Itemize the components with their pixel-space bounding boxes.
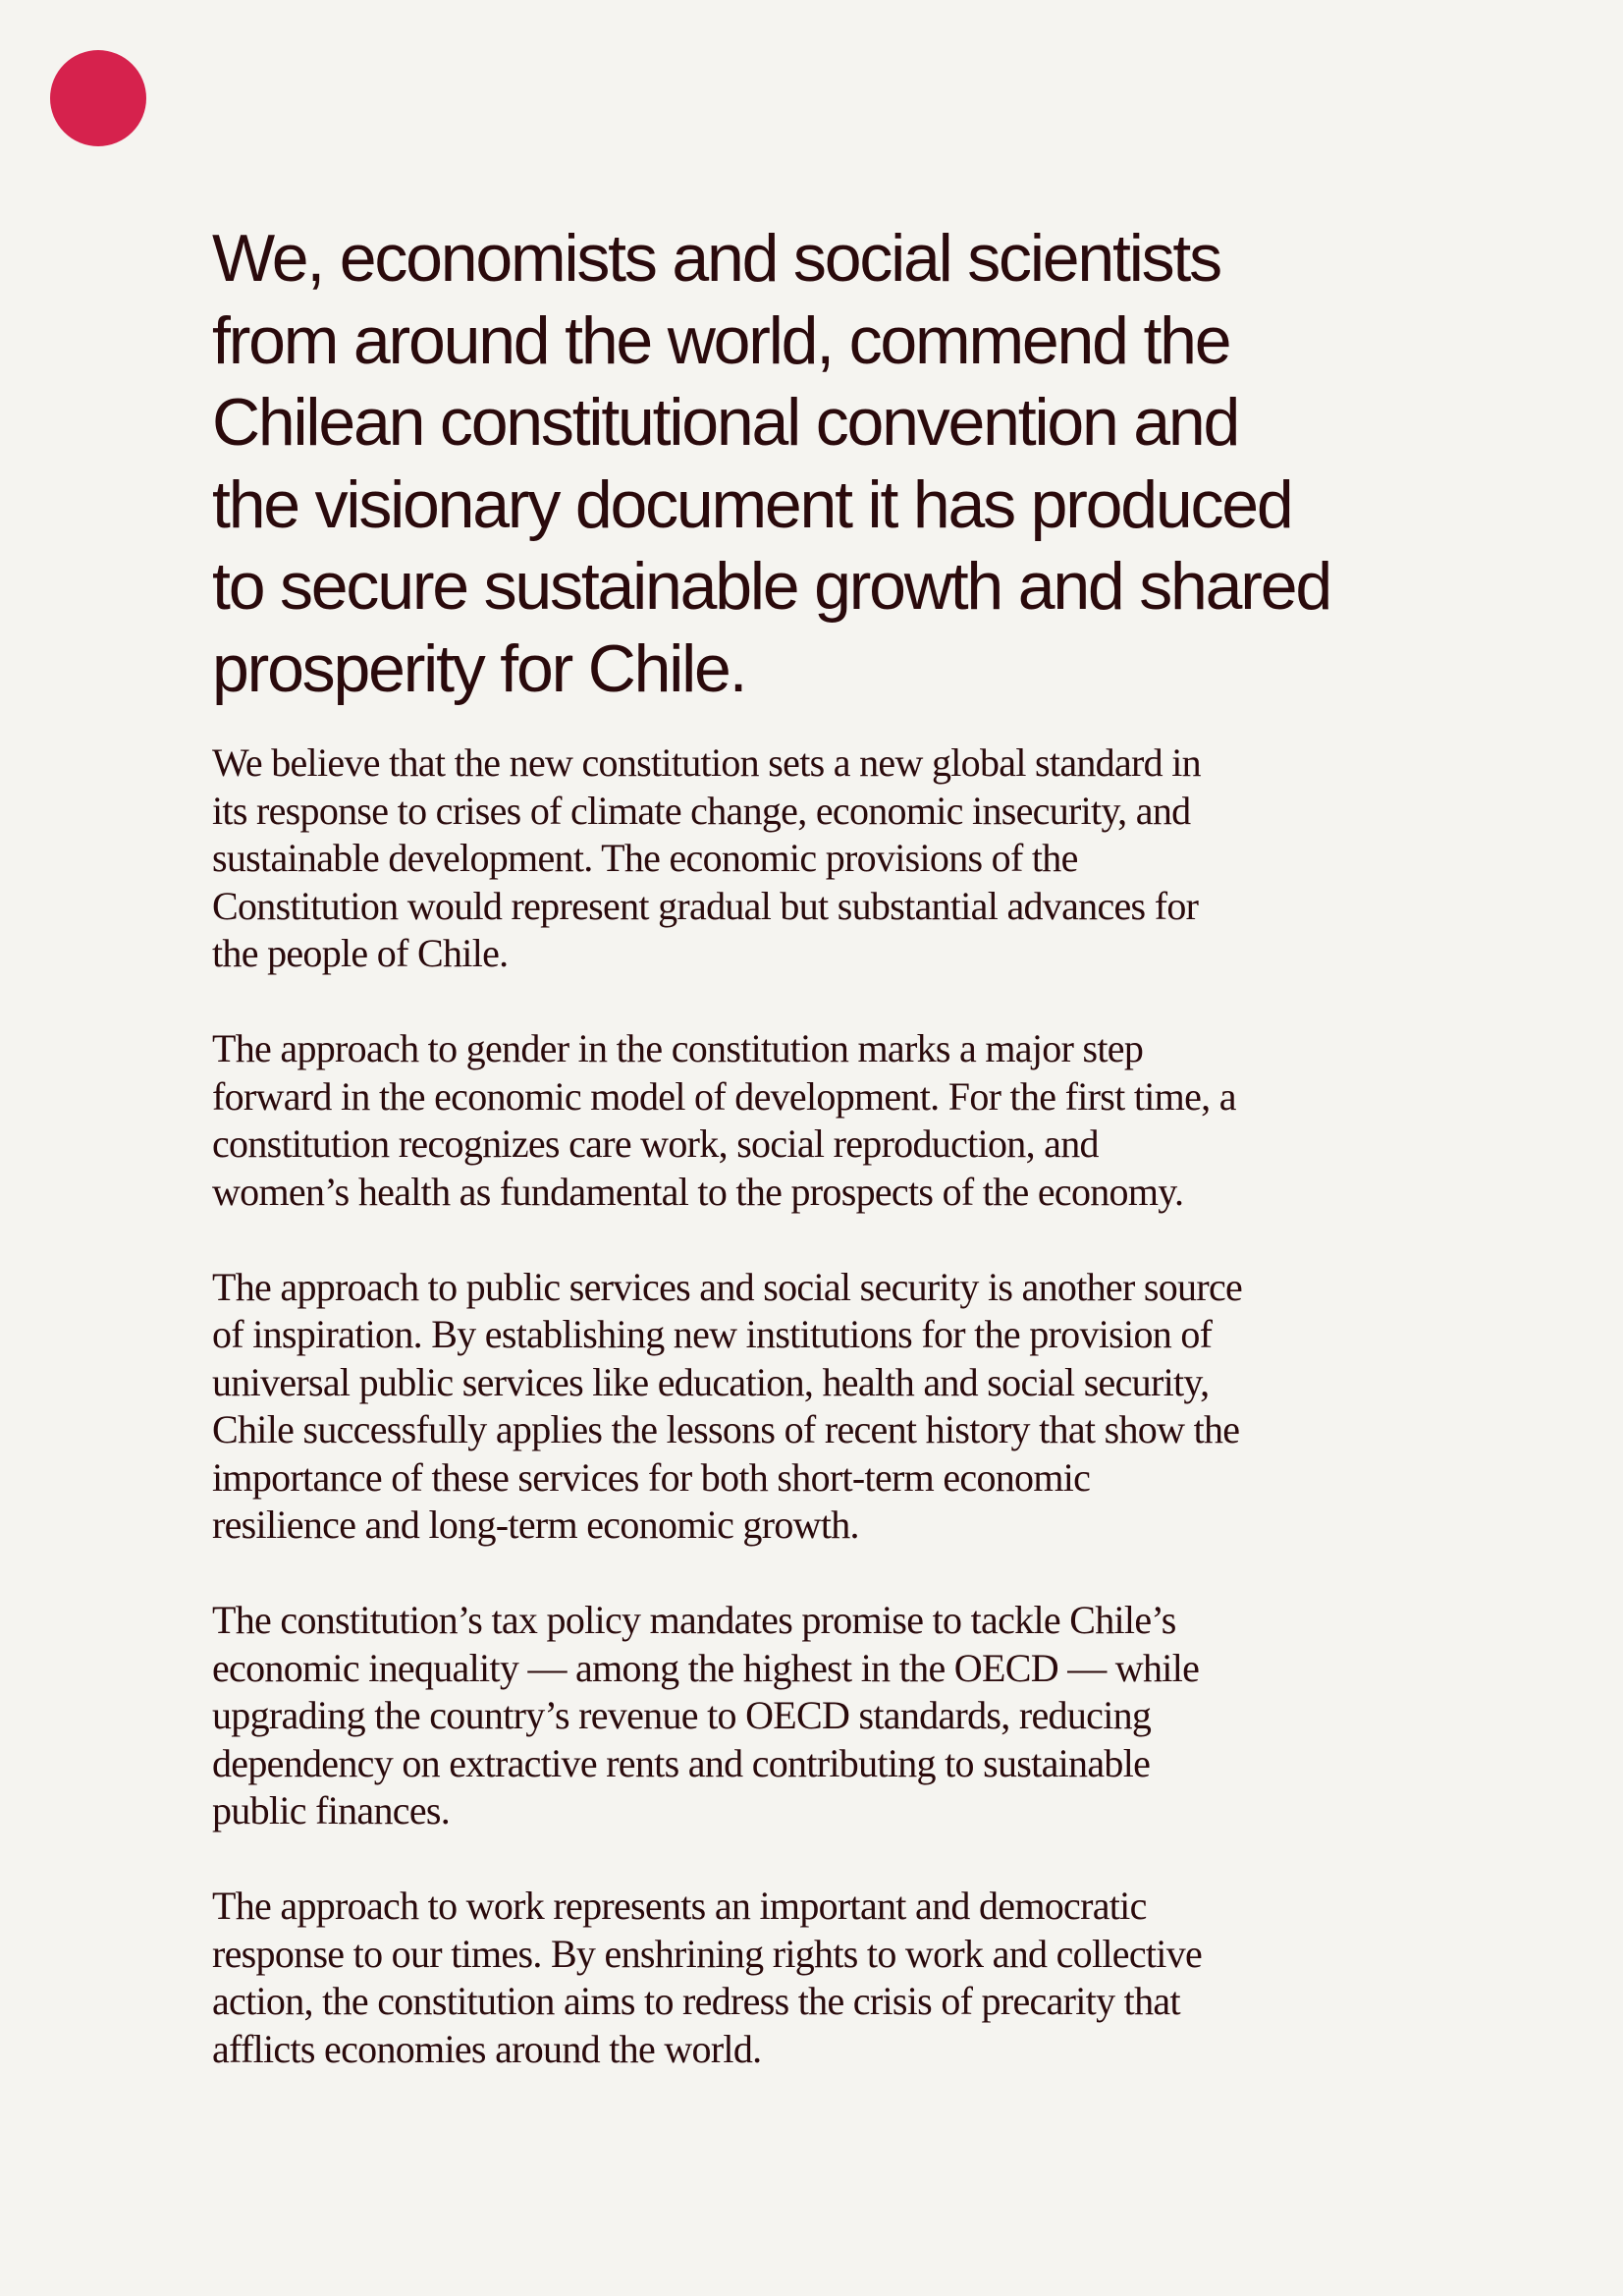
paragraph-line: upgrading the country’s revenue to OECD standards, reducing [212,1693,1152,1737]
paragraph-line: universal public services like education, health and social security, [212,1359,1210,1404]
headline-line: Chilean constitutional convention and [212,385,1239,460]
paragraph-line: forward in the economic model of development. For the first time, a [212,1073,1236,1119]
paragraph-line: importance of these services for both short-term economic [212,1454,1091,1500]
red-circle-logo-icon [50,50,146,146]
headline-line: from around the world, commend the [212,302,1230,378]
paragraph-work [212,1883,1449,2073]
headline [212,218,1449,710]
paragraph-line: public finances. [212,1788,451,1832]
paragraph-public-services [212,1264,1449,1550]
headline-line: the visionary document it has produced [212,466,1292,542]
paragraph-line: The approach to gender in the constitution marks a major step [212,1026,1144,1070]
paragraph-gender [212,1025,1449,1216]
paragraph-line: of inspiration. By establishing new institutions for the provision of [212,1312,1213,1356]
headline-line: to secure sustainable growth and shared [212,549,1330,624]
paragraph-line: economic inequality — among the highest in the OECD — while [212,1645,1200,1690]
headline-line: We, economists and social scientists [212,221,1220,296]
paragraph-line: The approach to work represents an important and democratic [212,1884,1147,1928]
paragraph-line: constitution recognizes care work, social reproduction, and [212,1121,1099,1166]
paragraph-line: women’s health as fundamental to the prospects of the economy. [212,1169,1184,1214]
paragraph-line: response to our times. By enshrining rights to work and collective [212,1931,1203,1976]
paragraph-line: Constitution would represent gradual but substantial advances for [212,883,1199,928]
paragraph-line: The approach to public services and social security is another source [212,1264,1243,1309]
paragraph-line: The constitution’s tax policy mandates promise to tackle Chile’s [212,1598,1176,1642]
paragraph-line: afflicts economies around the world. [212,2026,762,2071]
paragraph-line: the people of Chile. [212,931,509,975]
paragraph-line: its response to crises of climate change, economic insecurity, and [212,788,1191,833]
body-text [212,739,1449,2121]
paragraph-line: Chile successfully applies the lessons of recent history that show the [212,1407,1240,1451]
paragraph-tax-policy [212,1597,1449,1835]
headline-line: prosperity for Chile. [212,630,746,706]
paragraph-line: dependency on extractive rents and contributing to sustainable [212,1740,1151,1785]
paragraph-line: resilience and long-term economic growth. [212,1503,859,1547]
paragraph-line: sustainable development. The economic provisions of the [212,836,1078,880]
paragraph-standard [212,739,1449,978]
paragraph-line: action, the constitution aims to redress the crisis of precarity that [212,1979,1180,2023]
paragraph-line: We believe that the new constitution sets a new global standard in [212,740,1201,785]
